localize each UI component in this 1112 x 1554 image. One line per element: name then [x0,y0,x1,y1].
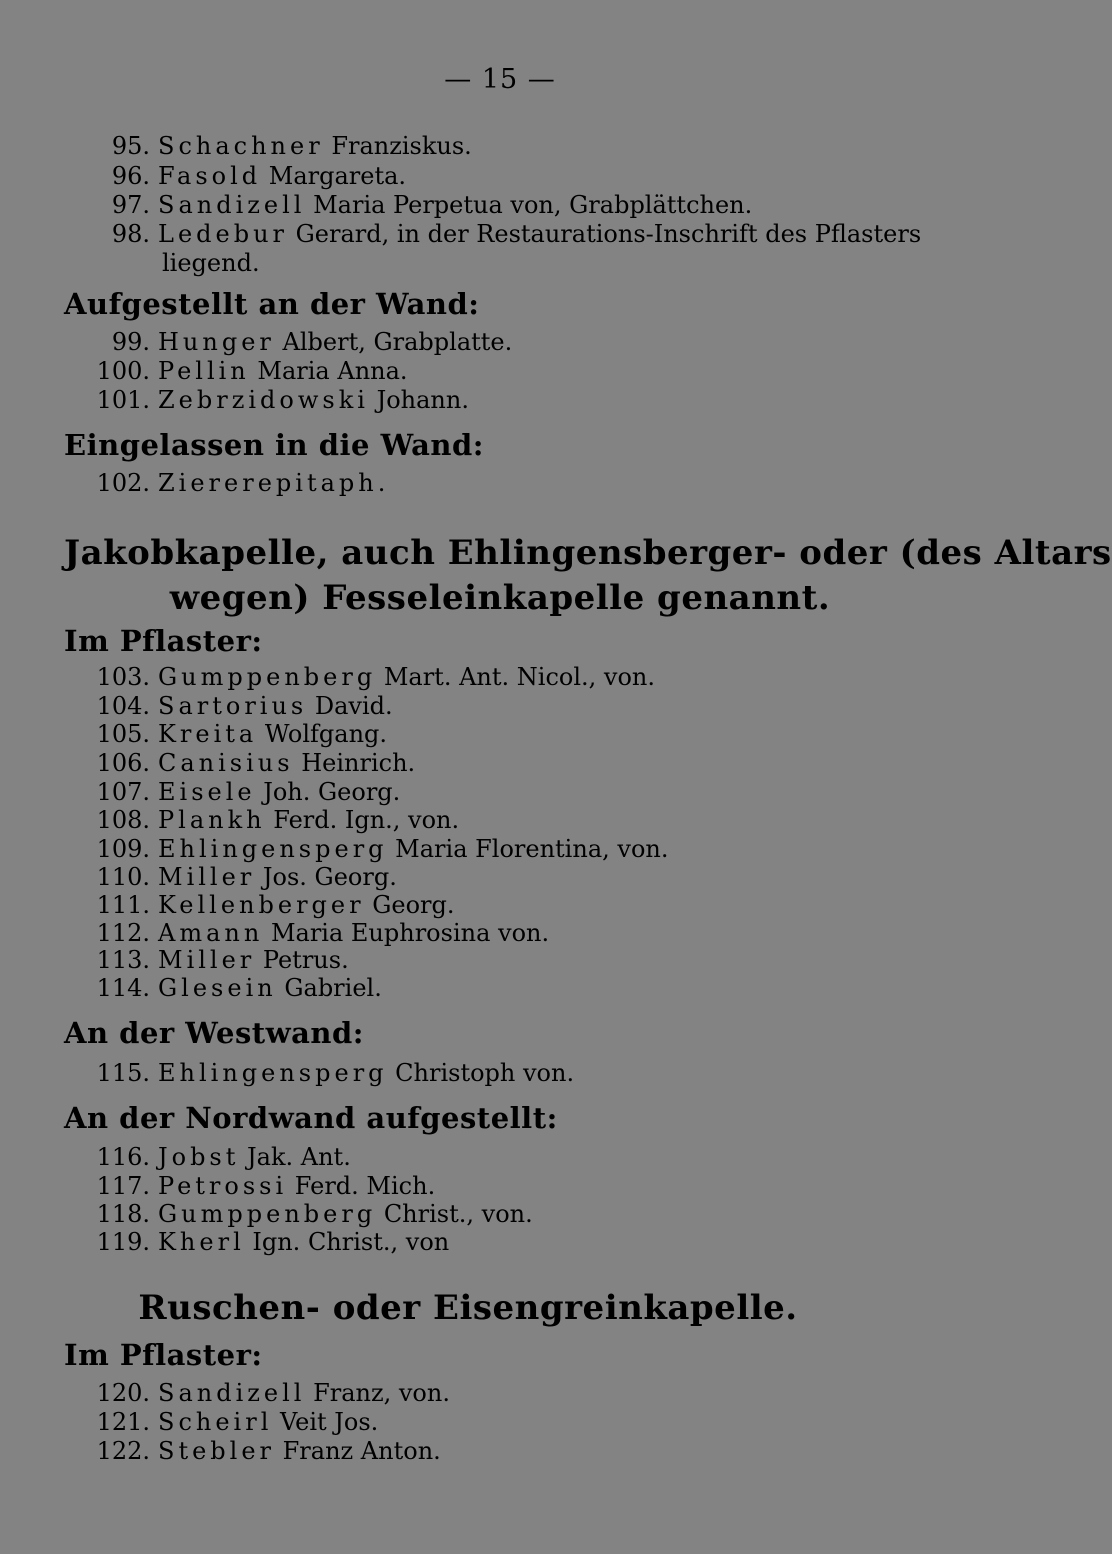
entry-detail: Maria Euphrosina von. [263,919,550,947]
entry-text [158,1172,435,1200]
entry-detail: Maria Florentina, von. [387,835,669,863]
entry-detail: Maria Anna. [249,357,408,385]
entry-detail: Heinrich. [293,749,416,777]
entry-text [158,974,382,1002]
entry-number: 116. [96,1143,150,1171]
entry-name: Stebler [158,1437,276,1465]
entry-name: Pellin [158,357,250,385]
entry-number: 96. [111,162,150,190]
chapter-heading-2: Ruschen- oder Eisengreinkapelle. [138,1288,798,1328]
entry-text [158,1408,378,1436]
entry-number: 118. [96,1200,150,1228]
entry-detail: Mart. Ant. Nicol., von. [376,663,655,691]
entry-text [158,835,668,863]
entry-detail: Maria Perpetua von, Grabplättchen. [305,191,753,219]
section-heading-westwand: An der Westwand: [64,1016,364,1050]
entry-detail: Gerard, in der Restaurations-Inschrift des Pflasters [288,220,922,248]
entry-name: Schachner [158,132,324,160]
section-heading-wand: Aufgestellt an der Wand: [64,287,480,321]
entry-detail: Christ., von. [376,1200,533,1228]
entry-number: 98. [111,220,150,248]
entry-name: Gumppenberg [158,1200,377,1228]
entry-number: 122. [96,1437,150,1465]
entry-detail: Gabriel. [276,974,382,1002]
entry-number: 112. [96,919,150,947]
entry-text [158,663,655,691]
entry-name: Miller [158,946,256,974]
chapter-heading-line2: wegen) Fesseleinkapelle genannt. [169,578,831,618]
entry-detail: Veit Jos. [272,1408,379,1436]
entry-detail: Franz Anton. [275,1437,441,1465]
entry-number: 119. [96,1228,150,1256]
section-heading-pflaster: Im Pflaster: [64,624,263,658]
entry-number: 107. [96,778,150,806]
entry-name: Kreita [158,720,258,748]
entry-detail: Jos. Georg. [255,863,397,891]
page-number: — 15 — [444,64,556,95]
entry-detail: Franz, von. [305,1379,450,1407]
entry-detail: Jak. Ant. [239,1143,351,1171]
entry-name: Ziererepitaph. [158,469,390,497]
entry-name: Hunger [158,328,275,356]
entry-number: 100. [96,357,150,385]
entry-name: Zebrzidowski [158,386,369,414]
entry-number: 105. [96,720,150,748]
entry-text [158,1379,450,1407]
entry-name: Sandizell [158,1379,306,1407]
entry-text [158,1200,533,1228]
entry-detail: Wolfgang. [257,720,388,748]
entry-text [158,749,415,777]
entry-detail: David. [307,692,393,720]
entry-detail: Albert, Grabplatte. [274,328,513,356]
entry-text [158,891,455,919]
entry-number: 110. [96,863,150,891]
entry-name: Jobst [158,1143,240,1171]
entry-text [158,469,389,497]
section-heading-eingelassen: Eingelassen in die Wand: [64,428,484,462]
entry-number: 115. [96,1059,150,1087]
entry-name: Fasold [158,162,262,190]
entry-text [158,328,512,356]
entry-detail: Georg. [364,891,455,919]
entry-name: Canisius [158,749,294,777]
entry-text [158,919,549,947]
entry-text [158,162,406,190]
entry-name: Ledebur [158,220,288,248]
entry-number: 106. [96,749,150,777]
entry-number: 117. [96,1172,150,1200]
entry-text [158,946,349,974]
entry-number: 104. [96,692,150,720]
chapter-heading-line1: Jakobkapelle, auch Ehlingensberger- oder (des Altars [64,533,1112,573]
entry-text [158,863,397,891]
entry-name: Gumppenberg [158,663,377,691]
entry-number: 121. [96,1408,150,1436]
entry-name: Sartorius [158,692,308,720]
entry-text [158,692,393,720]
entry-detail: Ferd. Mich. [287,1172,436,1200]
entry-name: Ehlingensperg [158,1059,388,1087]
section-heading-pflaster-2: Im Pflaster: [64,1338,263,1372]
entry-text [158,220,921,248]
entry-name: Kherl [158,1228,245,1256]
entry-continuation: liegend. [162,249,260,277]
entry-text [158,778,400,806]
entry-detail: Christoph von. [387,1059,575,1087]
entry-detail: Ign. Christ., von [244,1228,450,1256]
entry-detail: Franziskus. [323,132,472,160]
entry-text [158,806,459,834]
entry-text [158,1059,574,1087]
entry-number: 120. [96,1379,150,1407]
entry-text [158,720,387,748]
entry-name: Sandizell [158,191,306,219]
entry-name: Kellenberger [158,891,365,919]
entry-name: Plankh [158,806,266,834]
entry-number: 109. [96,835,150,863]
section-heading-nordwand: An der Nordwand aufgestellt: [64,1101,558,1135]
entry-name: Scheirl [158,1408,273,1436]
entry-detail: Joh. Georg. [255,778,401,806]
entry-name: Petrossi [158,1172,288,1200]
entry-number: 97. [111,191,150,219]
entry-text [158,386,469,414]
entry-detail: Johann. [368,386,469,414]
entry-name: Miller [158,863,256,891]
entry-text [158,357,408,385]
entry-number: 95. [111,132,150,160]
entry-name: Eisele [158,778,256,806]
entry-number: 113. [96,946,150,974]
entry-number: 114. [96,974,150,1002]
entry-number: 108. [96,806,150,834]
entry-number: 111. [96,891,150,919]
entry-number: 99. [111,328,150,356]
entry-number: 102. [96,469,150,497]
entry-name: Amann [158,919,264,947]
entry-text [158,1143,351,1171]
entry-detail: Petrus. [255,946,349,974]
entry-detail: Ferd. Ign., von. [265,806,460,834]
entry-text [158,191,752,219]
entry-number: 103. [96,663,150,691]
entry-text [158,132,472,160]
entry-number: 101. [96,386,150,414]
entry-text [158,1228,449,1256]
entry-name: Ehlingensperg [158,835,388,863]
entry-name: Glesein [158,974,277,1002]
entry-text [158,1437,441,1465]
entry-detail: Margareta. [261,162,407,190]
